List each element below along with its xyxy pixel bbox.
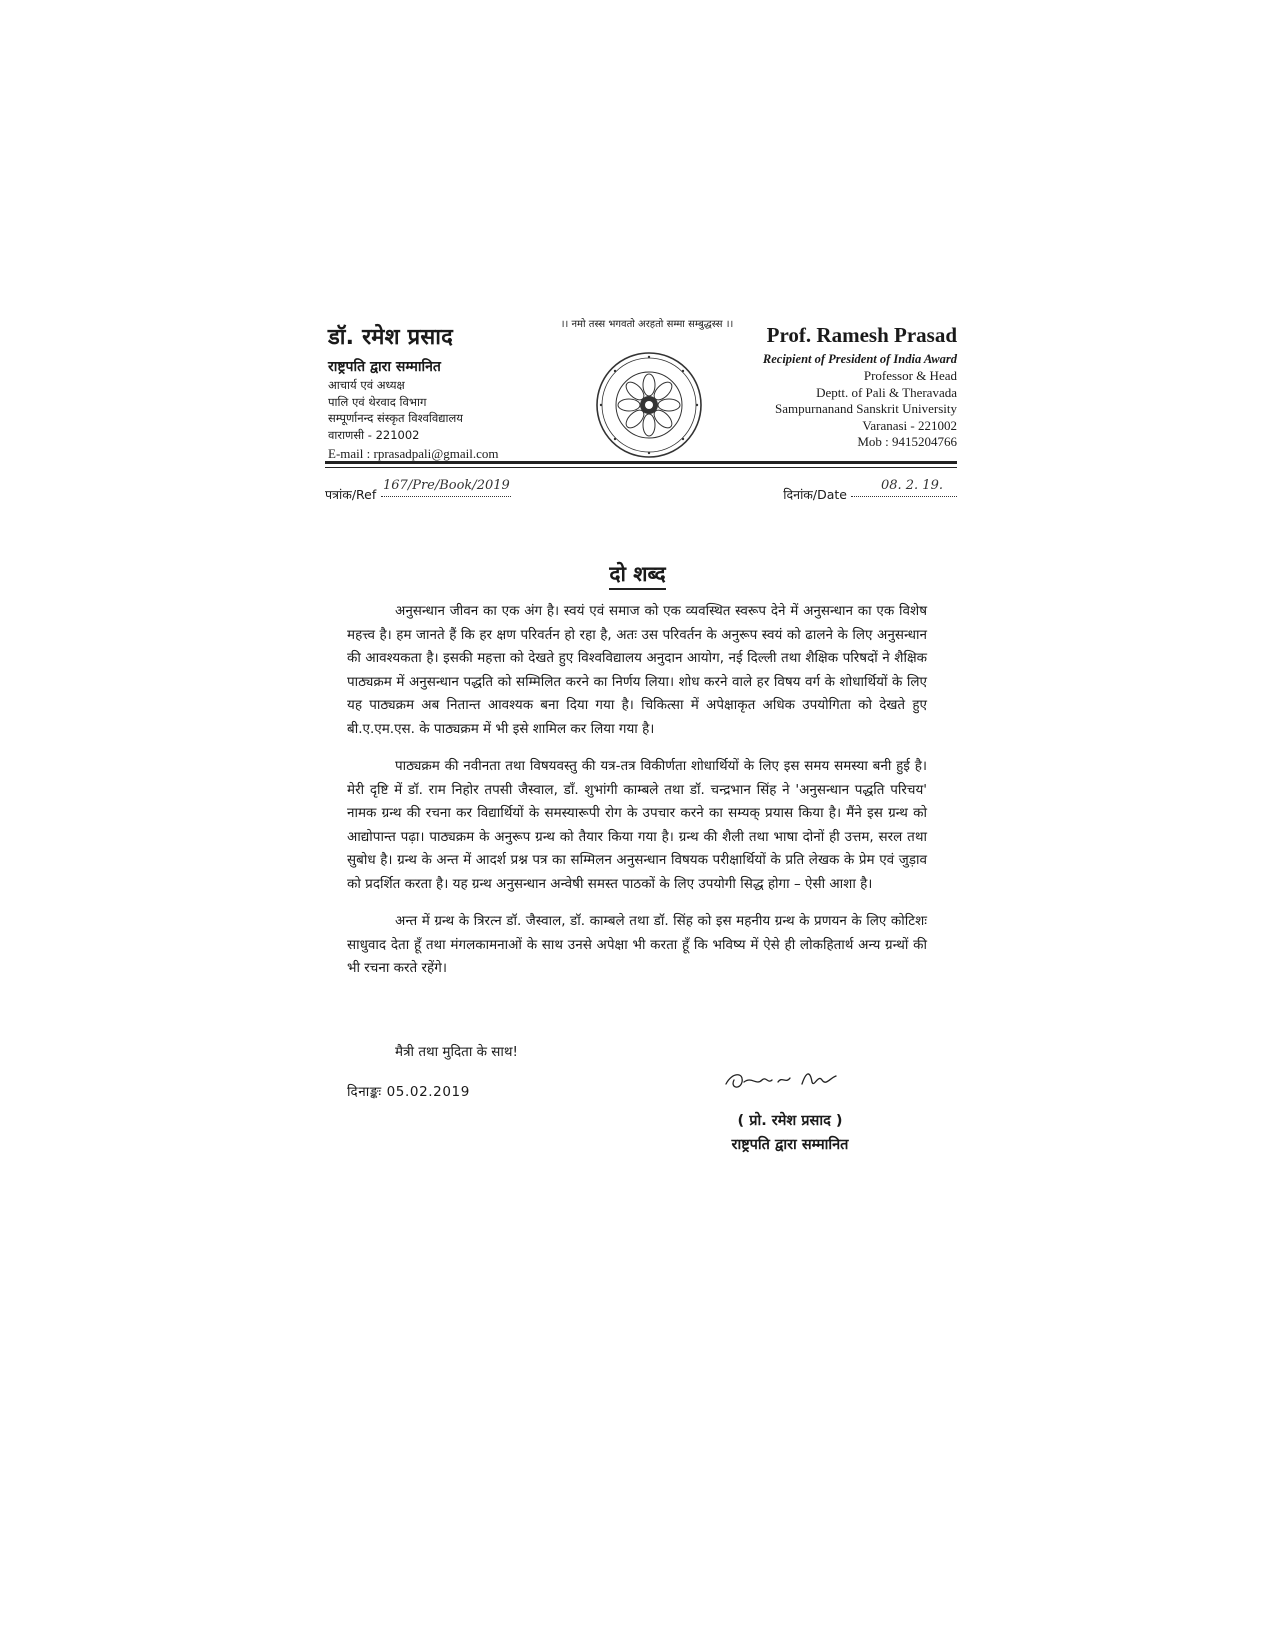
letter-heading-text: दो शब्द	[609, 562, 665, 590]
sender-name-english: Prof. Ramesh Prasad	[766, 323, 957, 347]
sender-university-english: Sampurnanand Sanskrit University	[775, 401, 957, 416]
sender-designation-english: Professor & Head	[863, 368, 957, 383]
body-paragraph: अनुसन्धान जीवन का एक अंग है। स्वयं एवं समाज को एक व्यवस्थित स्वरूप देने में अनुसन्धान का एक विशेष महत्त्व है। हम जानते हैं कि हर क्षण परिवर्तन हो रहा है, अतः उस परिवर्तन के अनुरूप स्वयं को ढालने के लिए अनुसन्धान की आवश्यकता है। इसकी महत्ता को देखते हुए विश्वविद्यालय अनुदान आयोग, नई दिल्ली तथा शैक्षिक परिषदों ने शैक्षिक पाठ्यक्रम में अनुसन्धान पद्धति को सम्मिलित करने का निर्णय लिया। शोध करने वाले हर विषय वर्ग के शोधार्थियों के लिए यह पाठ्यक्रम अब नितान्त आवश्यक बना दिया गया है। चिकित्सा में अपेक्षाकृत अधिक उपयोगिता को देखते हुए बी.ए.एम.एस. के पाठ्यक्रम में भी इसे शामिल कर लिया गया है।	[347, 603, 927, 737]
letterhead-motto: ।। नमो तस्स भगवतो अरहतो सम्मा सम्बुद्धस्स ।।	[560, 319, 734, 330]
sender-city-hindi: वाराणसी - 221002	[328, 427, 420, 442]
body-paragraph: अन्त में ग्रन्थ के त्रिरत्न डॉ. जैस्वाल, डॉ. काम्बले तथा डॉ. सिंह को इस महनीय ग्रन्थ के प्रणयन के लिए कोटिशः साधुवाद देता हूँ तथा मंगलकामनाओं के साथ उनसे अपेक्षा भी करता हूँ कि भविष्य में ऐसे ही लोकहितार्थ अन्य ग्रन्थों की भी रचना करते रहेंगे।	[347, 913, 927, 976]
sender-city-english: Varanasi - 221002	[862, 417, 957, 433]
letter-heading	[0, 560, 1275, 588]
closing-line: मैत्री तथा मुदिता के साथ!	[395, 1044, 518, 1060]
ref-label: पत्रांक/Ref	[325, 487, 377, 502]
date-label: दिनांक/Date	[783, 487, 847, 502]
sender-award-english: Recipient of President of India Award	[762, 352, 957, 366]
ref-dotted-line	[381, 496, 511, 497]
signatory-award: राष्ट्रपति द्वारा सम्मानित	[731, 1137, 849, 1153]
sender-name-hindi: डॉ. रमेश प्रसाद	[328, 325, 454, 350]
letter-dated: दिनाङ्कः 05.02.2019	[347, 1084, 470, 1100]
sender-mobile: Mob : 9415204766	[857, 434, 957, 449]
ref-value: 167/Pre/Book/2019	[383, 478, 510, 493]
ref-date-row	[325, 478, 957, 504]
sender-university-hindi: सम्पूर्णानन्द संस्कृत विश्वविद्यालय	[328, 411, 463, 425]
sender-department-hindi: पालि एवं थेरवाद विभाग	[328, 394, 427, 409]
body-paragraph: पाठ्यक्रम की नवीनता तथा विषयवस्तु की यत्र-तत्र विकीर्णता शोधार्थियों के लिए इस समय समस्या बनी हुई है। मेरी दृष्टि में डॉ. राम निहोर तपसी जैस्वाल, डॉं. शुभांगी काम्बले तथा डॉ. चन्द्रभान सिंह ने 'अनुसन्धान पद्धति परिचय' नामक ग्रन्थ की रचना कर विद्यार्थियों के समस्यारूपी रोग के उपचार करने का सम्यक् प्रयास किया है। मैंने इस ग्रन्थ को आद्योपान्त पढ़ा। पाठ्यक्रम के अनुरूप ग्रन्थ को तैयार किया गया है। ग्रन्थ की शैली तथा भाषा दोनों ही उत्तम, सरल तथा सुबोध है। ग्रन्थ के अन्त में आदर्श प्रश्न पत्र का सम्मिलन अनुसन्धान विषयक परीक्षार्थियों के प्रति लेखक के प्रेम एवं जुड़ाव को प्रदर्शित करता है। यह ग्रन्थ अनुसन्धान अन्वेषी समस्त पाठकों के लिए उपयोगी सिद्ध होगा – ऐसी आशा है।	[347, 758, 927, 892]
letter-body	[347, 600, 927, 995]
letterhead-divider-thick	[325, 461, 957, 464]
letterhead-right	[677, 322, 957, 451]
signatory-name: ( प्रो. रमेश प्रसाद )	[737, 1113, 843, 1129]
letterhead-divider-thin	[325, 467, 957, 468]
date-value: 08. 2. 19.	[880, 478, 943, 493]
date-dotted-line	[851, 496, 957, 497]
handwritten-signature-icon	[722, 1062, 842, 1098]
letterhead-left	[328, 324, 568, 463]
sender-award-hindi: राष्ट्रपति द्वारा सम्मानित	[328, 359, 441, 375]
sender-email: E-mail : rprasadpali@gmail.com	[328, 446, 499, 461]
sender-designation-hindi: आचार्य एवं अध्यक्ष	[328, 378, 405, 392]
sender-department-english: Deptt. of Pali & Theravada	[816, 384, 957, 400]
